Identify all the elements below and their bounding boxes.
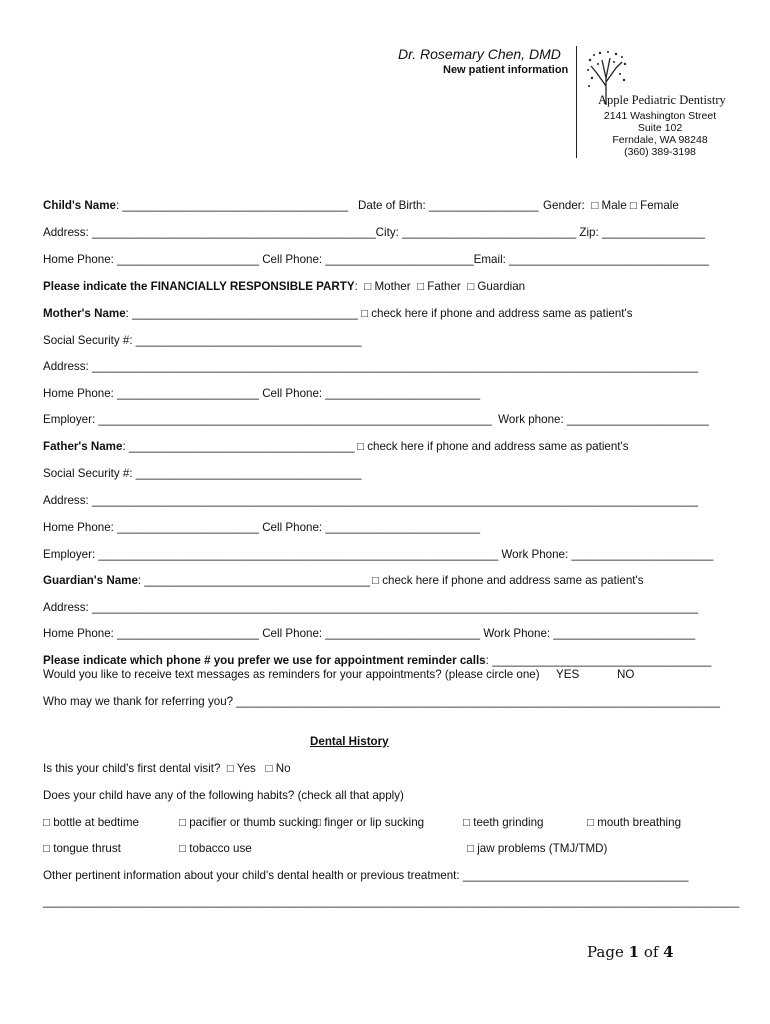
financial-party-options: : □ Mother □ Father □ Guardian	[354, 280, 526, 293]
other-info-line[interactable]: ____________________________________________________________________________________________________________	[43, 895, 740, 908]
financial-party-label: Please indicate the FINANCIALLY RESPONSIBLE PARTY	[43, 280, 355, 293]
practice-street: 2141 Washington Street	[603, 110, 717, 122]
form-subtitle: New patient information	[443, 64, 569, 76]
mother-address-field[interactable]: Address: ______________________________________________________________________________________________	[43, 360, 699, 373]
mother-ssn-field[interactable]: Social Security #: ___________________________________	[43, 334, 362, 347]
dob-field[interactable]: Date of Birth: _________________	[358, 199, 539, 212]
practice-suite: Suite 102	[637, 122, 683, 134]
guardian-address-field[interactable]: Address: ______________________________________________________________________________________________	[43, 601, 699, 614]
childs-name-field[interactable]	[43, 199, 348, 213]
habit-finger-checkbox[interactable]: □ finger or lip sucking	[314, 816, 425, 829]
father-phone-field[interactable]: Home Phone: ______________________ Cell Phone: ________________________	[43, 521, 481, 534]
text-reminder-question: Would you like to receive text messages as reminders for your appointments? (please circle one)	[43, 668, 540, 681]
page-number	[587, 943, 674, 961]
habit-tongue-checkbox[interactable]: □ tongue thrust	[43, 842, 121, 855]
father-employer-field[interactable]: Employer: ______________________________________________________________ Work Phone: ______________________	[43, 548, 714, 561]
childs-name-blank: : ___________________________________	[115, 199, 349, 212]
childs-name-label: Child's Name	[43, 199, 116, 212]
reminder-phone-field[interactable]	[43, 654, 711, 668]
habit-jaw-checkbox[interactable]: □ jaw problems (TMJ/TMD)	[467, 842, 608, 855]
habit-tobacco-checkbox[interactable]: □ tobacco use	[179, 842, 252, 855]
mother-same-checkbox[interactable]: □ check here if phone and address same as patient's	[361, 307, 633, 320]
mother-name-label: Mother's Name	[43, 307, 126, 320]
father-name-field[interactable]	[43, 440, 355, 454]
mother-phone-field[interactable]: Home Phone: ______________________ Cell Phone: ________________________	[43, 387, 481, 400]
dental-history-heading: Dental History	[310, 735, 389, 748]
habit-pacifier-checkbox[interactable]: □ pacifier or thumb sucking	[179, 816, 319, 829]
father-same-checkbox[interactable]: □ check here if phone and address same as patient's	[357, 440, 629, 453]
header-divider	[576, 46, 577, 158]
father-name-label: Father's Name	[43, 440, 123, 453]
reminder-phone-label: Please indicate which phone # you prefer we use for appointment reminder calls	[43, 654, 486, 667]
page-word: Page	[587, 943, 629, 961]
habits-question: Does your child have any of the following habits? (check all that apply)	[43, 789, 404, 802]
child-address-field[interactable]: Address: ____________________________________________City: ___________________________ Zip: ________________	[43, 226, 706, 239]
father-address-field[interactable]: Address: ______________________________________________________________________________________________	[43, 494, 699, 507]
financial-party-field[interactable]	[43, 280, 525, 294]
page-total: 4	[663, 943, 674, 961]
reminder-phone-blank: : __________________________________	[485, 654, 712, 667]
practice-name: Apple Pediatric Dentistry	[598, 93, 726, 107]
practice-city: Ferndale, WA 98248	[612, 134, 708, 146]
referral-field[interactable]: Who may we thank for referring you? ___________________________________________________________________________	[43, 695, 720, 708]
father-ssn-field[interactable]: Social Security #: ___________________________________	[43, 467, 362, 480]
first-visit-field[interactable]: Is this your child's first dental visit? □ Yes □ No	[43, 762, 291, 775]
habit-breathing-checkbox[interactable]: □ mouth breathing	[587, 816, 682, 829]
doctor-name: Dr. Rosemary Chen, DMD	[398, 46, 561, 62]
habit-grinding-checkbox[interactable]: □ teeth grinding	[463, 816, 544, 829]
guardian-same-checkbox[interactable]: □ check here if phone and address same as patient's	[372, 574, 644, 587]
practice-phone: (360) 389-3198	[624, 146, 696, 158]
child-phone-field[interactable]: Home Phone: ______________________ Cell Phone: _______________________Email: _______________________________	[43, 253, 709, 266]
other-info-field[interactable]: Other pertinent information about your child's dental health or previous treatment: ___________________________________	[43, 869, 689, 882]
habit-bottle-checkbox[interactable]: □ bottle at bedtime	[43, 816, 139, 829]
text-reminder-yes[interactable]: YES	[556, 668, 580, 681]
mother-name-field[interactable]	[43, 307, 358, 321]
guardian-name-blank: : ___________________________________	[137, 574, 371, 587]
page-of-word: of	[639, 943, 664, 961]
gender-field[interactable]: Gender: □ Male □ Female	[543, 199, 679, 212]
guardian-name-label: Guardian's Name	[43, 574, 138, 587]
mother-name-blank: : ___________________________________	[125, 307, 358, 320]
mother-employer-field[interactable]: Employer: _____________________________________________________________ Work phone: ______________________	[43, 413, 709, 426]
guardian-name-field[interactable]	[43, 574, 370, 588]
text-reminder-no[interactable]: NO	[617, 668, 635, 681]
father-name-blank: : ___________________________________	[122, 440, 355, 453]
guardian-phone-field[interactable]: Home Phone: ______________________ Cell Phone: ________________________ Work Phone: ______________________	[43, 627, 696, 640]
page-current: 1	[628, 943, 640, 961]
